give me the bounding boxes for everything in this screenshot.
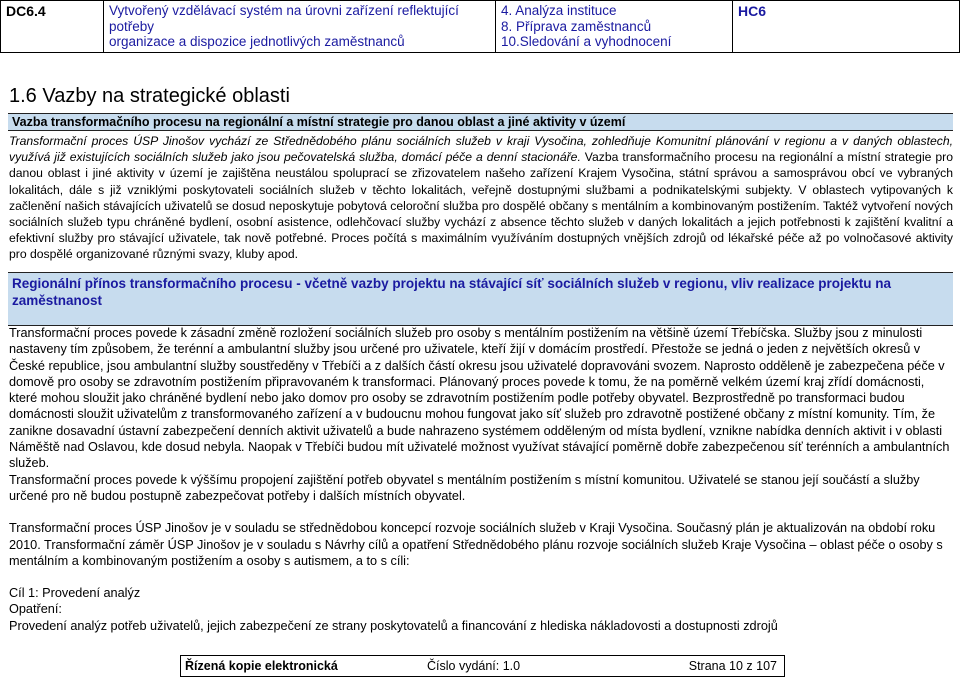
section-bar-regional-benefit: Regionální přínos transformačního procesu - včetně vazby projektu na stávající síť sociálních služeb v regionu, vliv realizace projektu na zaměstnanost: [8, 272, 953, 326]
footer-label: Řízená kopie elektronická: [185, 659, 338, 673]
section-bar-strategies: Vazba transformačního procesu na regionální a místní strategie pro danou oblast a jiné aktivity v území: [8, 113, 953, 131]
goal-label: Cíl 1: Provedení analýz: [9, 586, 141, 601]
regional-benefit-body: [9, 325, 953, 634]
hc-code: HC6: [738, 3, 767, 19]
strategies-rest-text: Vazba transformačního procesu na regionální a místní strategie pro danou oblast i jiné aktivity v území je zajištěna neustálou spoluprací se zřizovatelem našeho zařízení Krajem Vysočina, státní správou a samosprávou obcí ve vybraných lokalitách, dále s již vzniklými poskytovateli sociálních služeb v těchto lokalitách, veřejně dostupnými službami a podnikatelskými subjekty. V oblastech vytipovaných k začlenění našich stávajících uživatelů se dosud neposkytuje pobytová celoroční služba pro dospělé občany s mentálním a kombinovaným postižením. Taktéž vytvoření nových sociálních služeb typu chráněné bydlení, osobní asistence, odlehčovací služby vychází z absence těchto služeb v daných lokalitách a jejich potřebnosti k zajištění kvalitní a efektivní služby pro stávající uživatele, tak nově potřebné. Proces počítá s maximálním využíváním dostupných vnějších zdrojů od lékařské péče až po volnočasové aktivity pro dospělé organizované různými svazy, kluby apod.: [9, 150, 954, 262]
document-footer: [180, 655, 785, 677]
strategies-italic-text: Transformační proces ÚSP Jinošov vychází ze Střednědobého plánu sociálních služeb v kraji Vysočina, zohledňuje Komunitní plánování v regionu a v daných oblastech, využívá již existujících sociálních služeb jako jsou pečovatelská služba, domácí péče a denní stacionáře.: [9, 134, 953, 165]
step-1: 4. Analýza instituce: [501, 3, 617, 18]
paragraph-transformation: Transformační proces povede k zásadní změně rozložení sociálních služeb pro osoby s mentálním postižením na většině území Třebíčska. Služby jsou z minulosti nastaveny tím způsobem, že terénní a ambulantní služby jsou určené pro uživatele, kteří žijí v domácím prostředí. Přestože se jedná o jeden z největších okresů v České republice, jsou ambulantní služby soustředěny v Třebíči a z dalších částí okresu jsou uživatelé dopravováni svozem. Naprosto odděleně je zabezpečena péče v domově pro osoby se zdravotním postižením připravovaném k transformaci. Plánovaný proces povede k tomu, že na poměrně velkém území kraj zřídí domácnosti, které mohou sloužit jako chráněné bydlení nebo jako domov pro osoby se zdravotním postižením podle potřeby obyvatel. Bezprostředně po transformaci budou domácnosti sloužit uživatelům z transformovaného zařízení a v budoucnu mohou fungovat jako síť služeb pro zdravotně postižené občany z místní komunity. Tím, že zanikne dosavadní ústavní zabezpečení denních aktivit uživatelů a bude nahrazeno systémem odděleným od místa bydlení, vznikne nabídka denních aktivit i v oblasti Náměště nad Oslavou, kde dosud nebyla. Naopak v Třebíči budou mít uživatelé možnost využívat stávající poměrně dobře zabezpečenou síť terénních a ambulantních služeb.: [9, 326, 950, 471]
measure-text: Provedení analýz potřeb uživatelů, jejich zabezpečení ze strany poskytovatelů a financování z hlediska nákladovosti a dostupnosti zdrojů: [9, 618, 778, 633]
hc-cell: [733, 1, 960, 53]
document-header: [0, 0, 960, 53]
step-2: 8. Příprava zaměstnanců: [501, 18, 652, 34]
paragraph-concept: Transformační proces ÚSP Jinošov je v souladu se střednědobou koncepcí rozvoje sociálních služeb v Kraji Vysočina. Současný plán je aktualizován na období roku 2010. Transformační záměr ÚSP Jinošov je v souladu s Návrhy cílů a opatření Střednědobého plánu rozvoje sociálních služeb Kraje Vysočina – oblast péče o osoby s mentálním a kombinovaným postižením a osoby s autismem, a to s cíli:: [9, 521, 943, 568]
doc-title: [104, 1, 496, 53]
strategies-paragraph: [9, 133, 953, 263]
doc-title-line2: organizace a dispozice jednotlivých zaměstnanců: [109, 34, 405, 49]
footer-page: Strana 10 z 107: [688, 659, 777, 673]
blank-line: [9, 569, 953, 585]
doc-steps: [496, 1, 733, 53]
doc-title-line1: Vytvořený vzdělávací systém na úrovni zařízení reflektující potřeby: [109, 3, 459, 34]
footer-issue: Číslo vydání: 1.0: [427, 659, 521, 673]
step-3: 10.Sledování a vyhodnocení: [501, 34, 672, 49]
blank-line: [9, 504, 953, 520]
paragraph-community: Transformační proces povede k výššímu propojení zajištění potřeb obyvatel s mentálním postižením s místní komunitou. Uživatelé se stanou její součástí a služby určené pro ně budou postupně zabezpečovat potřeby i dalších místních obyvatel.: [9, 472, 920, 503]
section-title: 1.6 Vazby na strategické oblasti: [9, 85, 290, 107]
measures-label: Opatření:: [9, 602, 62, 617]
doc-code: DC6.4: [1, 1, 104, 53]
